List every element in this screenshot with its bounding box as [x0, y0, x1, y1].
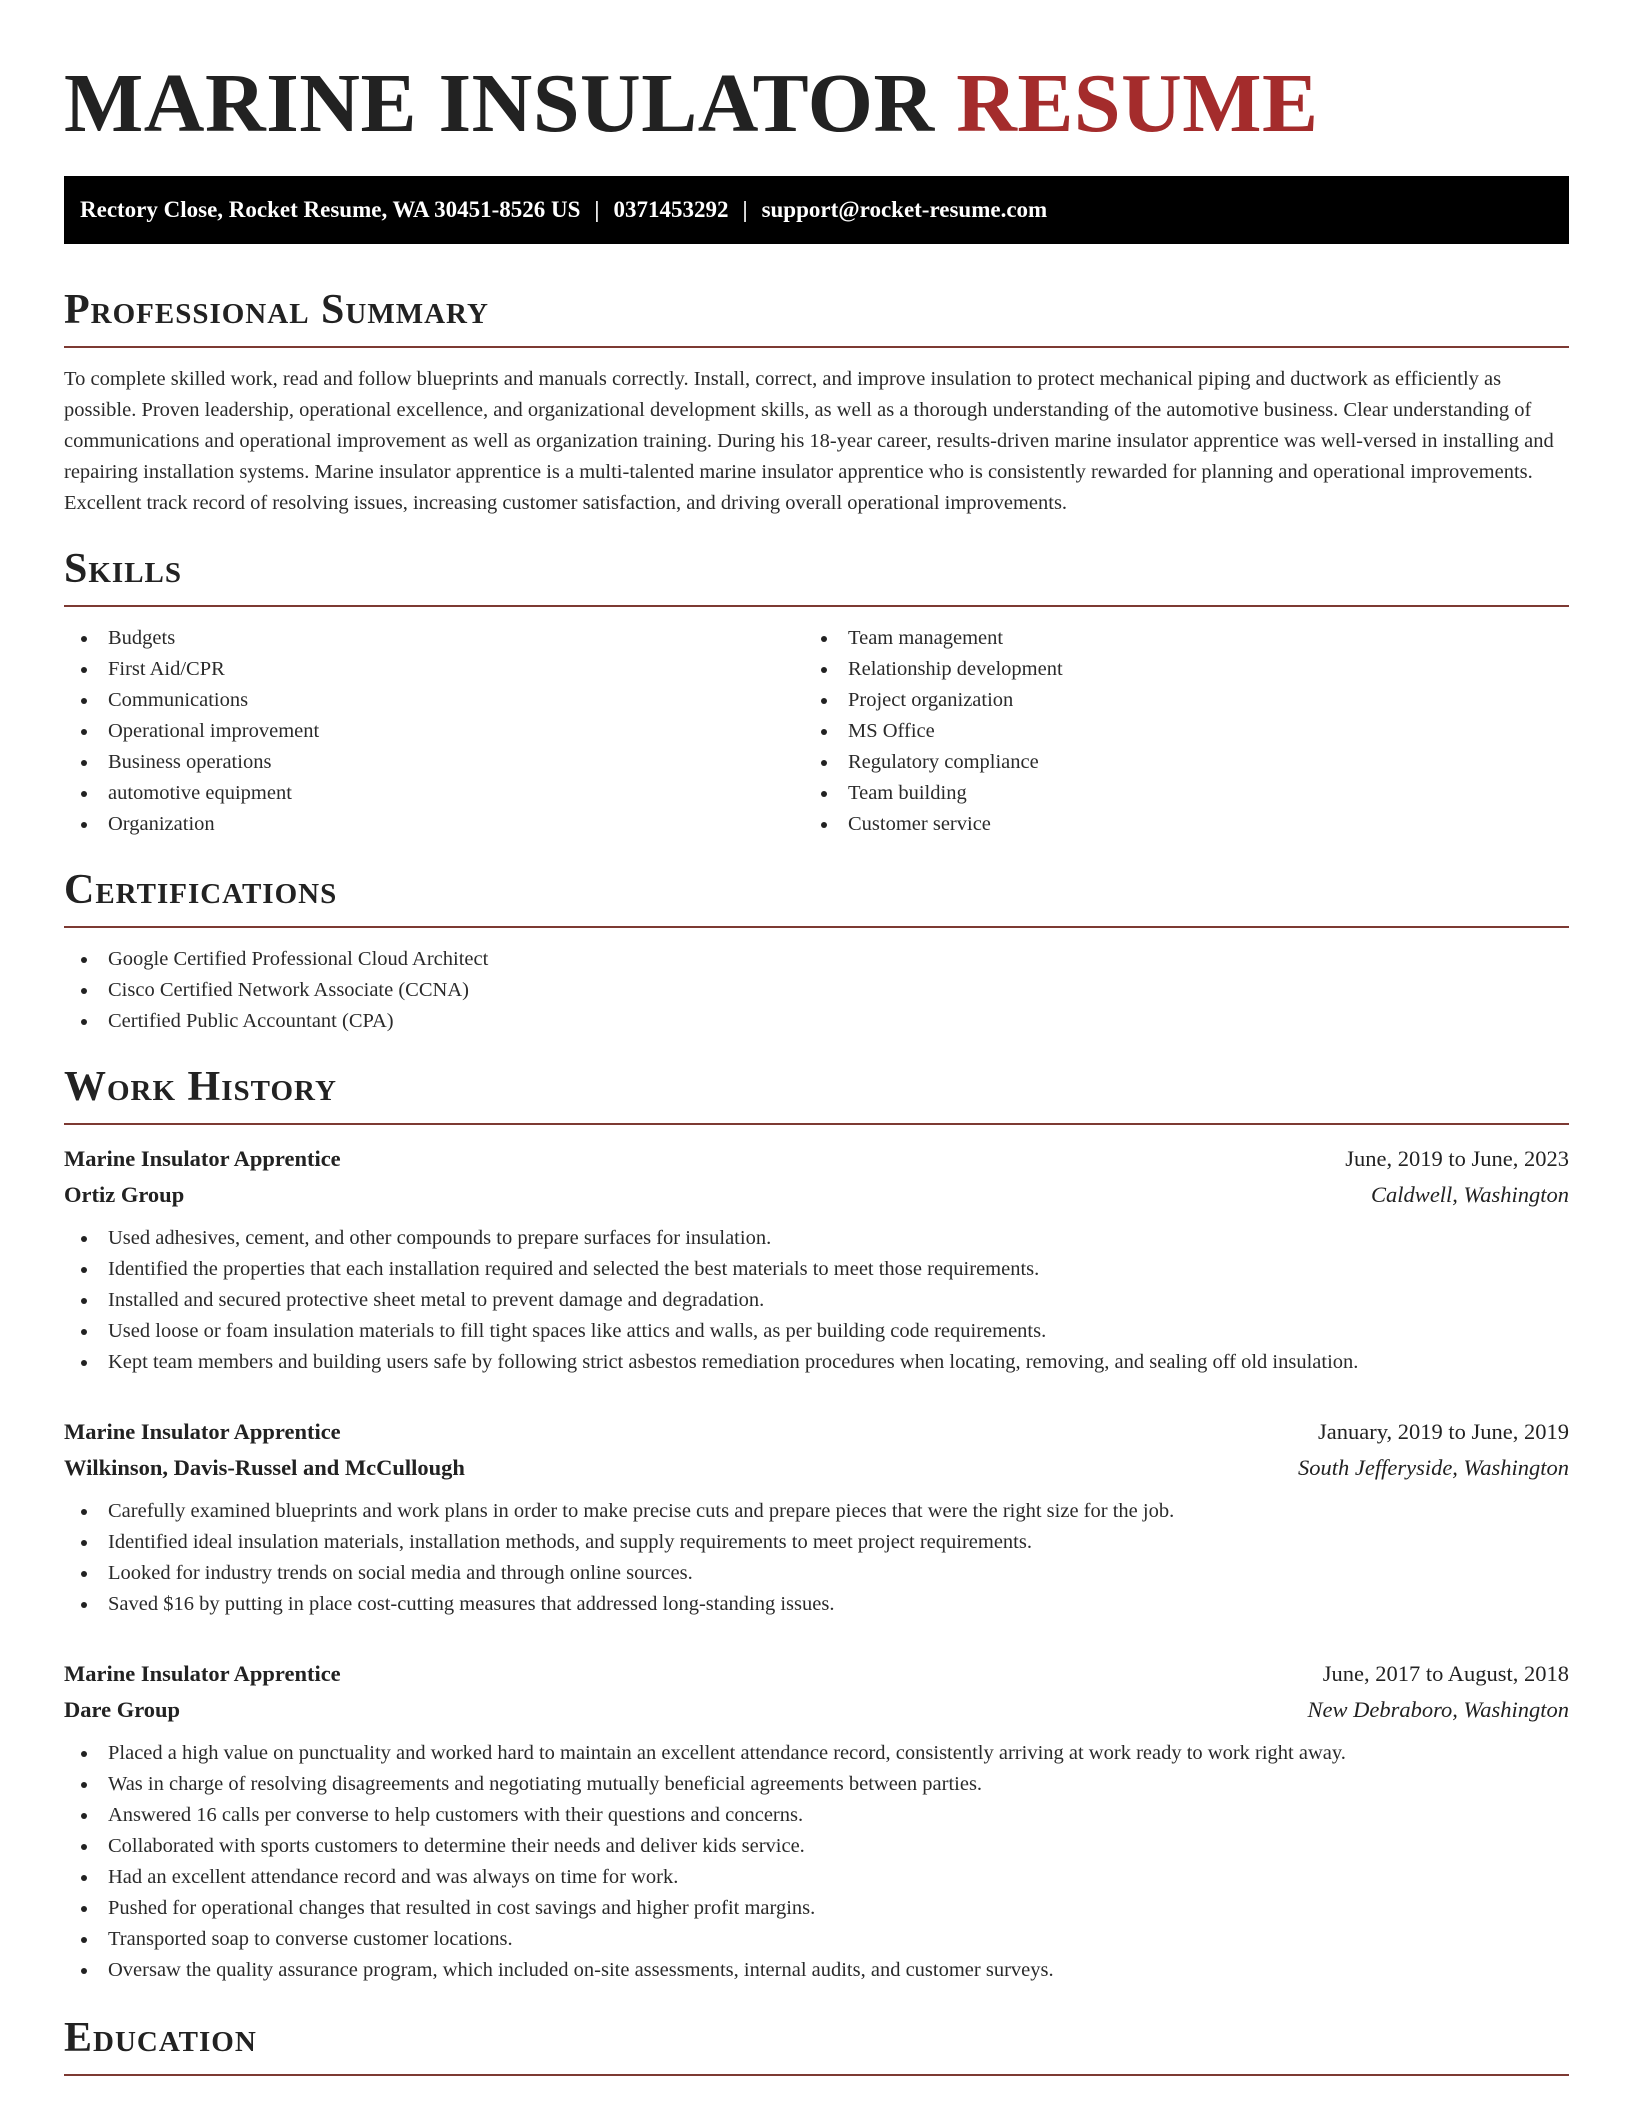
certifications-list — [64, 944, 1569, 1037]
skill-item: Budgets — [64, 623, 804, 654]
job-bullet: Placed a high value on punctuality and worked hard to maintain an excellent attendance record, consistently arriving at work ready to work right away. — [64, 1738, 1569, 1769]
job-dates: January, 2019 to June, 2019 — [1317, 1419, 1569, 1444]
job-location: Caldwell, Washington — [1371, 1182, 1569, 1207]
contact-separator: | — [594, 197, 600, 222]
skills-grid — [64, 623, 1569, 840]
job-bullets — [64, 1223, 1569, 1378]
job-bullet: Answered 16 calls per converse to help customers with their questions and concerns. — [64, 1800, 1569, 1831]
job-bullet: Used adhesives, cement, and other compounds to prepare surfaces for insulation. — [64, 1223, 1569, 1254]
job-subheader-row — [64, 1177, 1569, 1213]
job-bullets — [64, 1496, 1569, 1620]
job-header-row — [64, 1414, 1569, 1450]
skill-item: MS Office — [804, 716, 1544, 747]
section-heading-education: Education — [64, 2014, 1569, 2076]
summary-text: To complete skilled work, read and follow blueprints and manuals correctly. Install, correct, and improve insulation to protect mechanical piping and ductwork as efficiently as possible. Proven leadership, operational excellence, and organizational development skills, as well as a thorough understanding of the automotive business. Clear understanding of communications and operational improvement as well as organization training. During his 18-year career, results-driven marine insulator apprentice was well-versed in installing and repairing installation systems. Marine insulator apprentice is a multi-talented marine insulator apprentice who is consistently rewarded for planning and operational improvements. Excellent track record of resolving issues, increasing customer satisfaction, and driving overall operational improvements. — [64, 368, 1554, 514]
job-subheader-row — [64, 1692, 1569, 1728]
job-title: Marine Insulator Apprentice — [64, 1661, 341, 1686]
job-location: South Jefferyside, Washington — [1297, 1455, 1569, 1480]
skill-item: Customer service — [804, 809, 1544, 840]
contact-bar — [64, 176, 1569, 244]
job-bullets — [64, 1738, 1569, 1986]
certification-item: Certified Public Accountant (CPA) — [64, 1006, 1569, 1037]
skills-column-right — [804, 623, 1544, 840]
section-heading-skills: Skills — [64, 545, 1569, 607]
skill-item: First Aid/CPR — [64, 654, 804, 685]
job-dates: June, 2019 to June, 2023 — [1345, 1146, 1569, 1171]
job-bullet: Saved $16 by putting in place cost-cutting measures that addressed long-standing issues. — [64, 1589, 1569, 1620]
certification-item: Cisco Certified Network Associate (CCNA) — [64, 975, 1569, 1006]
job-company: Dare Group — [64, 1697, 181, 1722]
skill-item: automotive equipment — [64, 778, 804, 809]
job-bullet: Kept team members and building users safe by following strict asbestos remediation procedures when locating, removing, and sealing off old insulation. — [64, 1347, 1569, 1378]
resume-title — [64, 0, 1569, 152]
job-entry — [64, 1656, 1569, 1986]
job-dates: June, 2017 to August, 2018 — [1322, 1661, 1569, 1686]
section-heading-summary: Professional Summary — [64, 286, 1569, 348]
job-entry — [64, 1141, 1569, 1378]
skill-item: Team building — [804, 778, 1544, 809]
job-bullet: Transported soap to converse customer locations. — [64, 1924, 1569, 1955]
skill-item: Organization — [64, 809, 804, 840]
job-bullet: Installed and secured protective sheet metal to prevent damage and degradation. — [64, 1285, 1569, 1316]
skill-item: Relationship development — [804, 654, 1544, 685]
job-header-row — [64, 1141, 1569, 1177]
job-bullet: Identified ideal insulation materials, installation methods, and supply requirements to meet project requirements. — [64, 1527, 1569, 1558]
skill-item: Business operations — [64, 747, 804, 778]
skill-item: Communications — [64, 685, 804, 716]
skills-column-left — [64, 623, 804, 840]
job-subheader-row — [64, 1450, 1569, 1486]
section-heading-certifications: Certifications — [64, 866, 1569, 928]
title-accent: RESUME — [956, 57, 1319, 150]
contact-separator: | — [742, 197, 748, 222]
job-title: Marine Insulator Apprentice — [64, 1146, 341, 1171]
resume-page — [64, 0, 1569, 2076]
job-title: Marine Insulator Apprentice — [64, 1419, 341, 1444]
contact-phone[interactable]: 0371453292 — [613, 197, 729, 222]
skill-item: Team management — [804, 623, 1544, 654]
job-company: Wilkinson, Davis-Russel and McCullough — [64, 1455, 465, 1480]
skill-item: Operational improvement — [64, 716, 804, 747]
job-bullet: Carefully examined blueprints and work plans in order to make precise cuts and prepare pieces that were the right size for the job. — [64, 1496, 1569, 1527]
job-bullet: Identified the properties that each installation required and selected the best materials to meet those requirements. — [64, 1254, 1569, 1285]
job-bullet: Collaborated with sports customers to determine their needs and deliver kids service. — [64, 1831, 1569, 1862]
job-bullet: Pushed for operational changes that resulted in cost savings and higher profit margins. — [64, 1893, 1569, 1924]
job-header-row — [64, 1656, 1569, 1692]
skill-item: Project organization — [804, 685, 1544, 716]
job-bullet: Oversaw the quality assurance program, which included on-site assessments, internal audits, and customer surveys. — [64, 1955, 1569, 1986]
job-entry — [64, 1414, 1569, 1620]
job-bullet: Used loose or foam insulation materials to fill tight spaces like attics and walls, as per building code requirements. — [64, 1316, 1569, 1347]
job-bullet: Was in charge of resolving disagreements and negotiating mutually beneficial agreements between parties. — [64, 1769, 1569, 1800]
job-bullet: Had an excellent attendance record and was always on time for work. — [64, 1862, 1569, 1893]
skill-item: Regulatory compliance — [804, 747, 1544, 778]
contact-email[interactable]: support@rocket-resume.com — [761, 197, 1048, 222]
certification-item: Google Certified Professional Cloud Architect — [64, 944, 1569, 975]
job-bullet: Looked for industry trends on social media and through online sources. — [64, 1558, 1569, 1589]
title-main: MARINE INSULATOR — [64, 57, 935, 150]
job-location: New Debraboro, Washington — [1307, 1697, 1569, 1722]
job-company: Ortiz Group — [64, 1182, 185, 1207]
contact-address: Rectory Close, Rocket Resume, WA 30451-8526 US — [80, 197, 581, 222]
section-heading-work-history: Work History — [64, 1063, 1569, 1125]
